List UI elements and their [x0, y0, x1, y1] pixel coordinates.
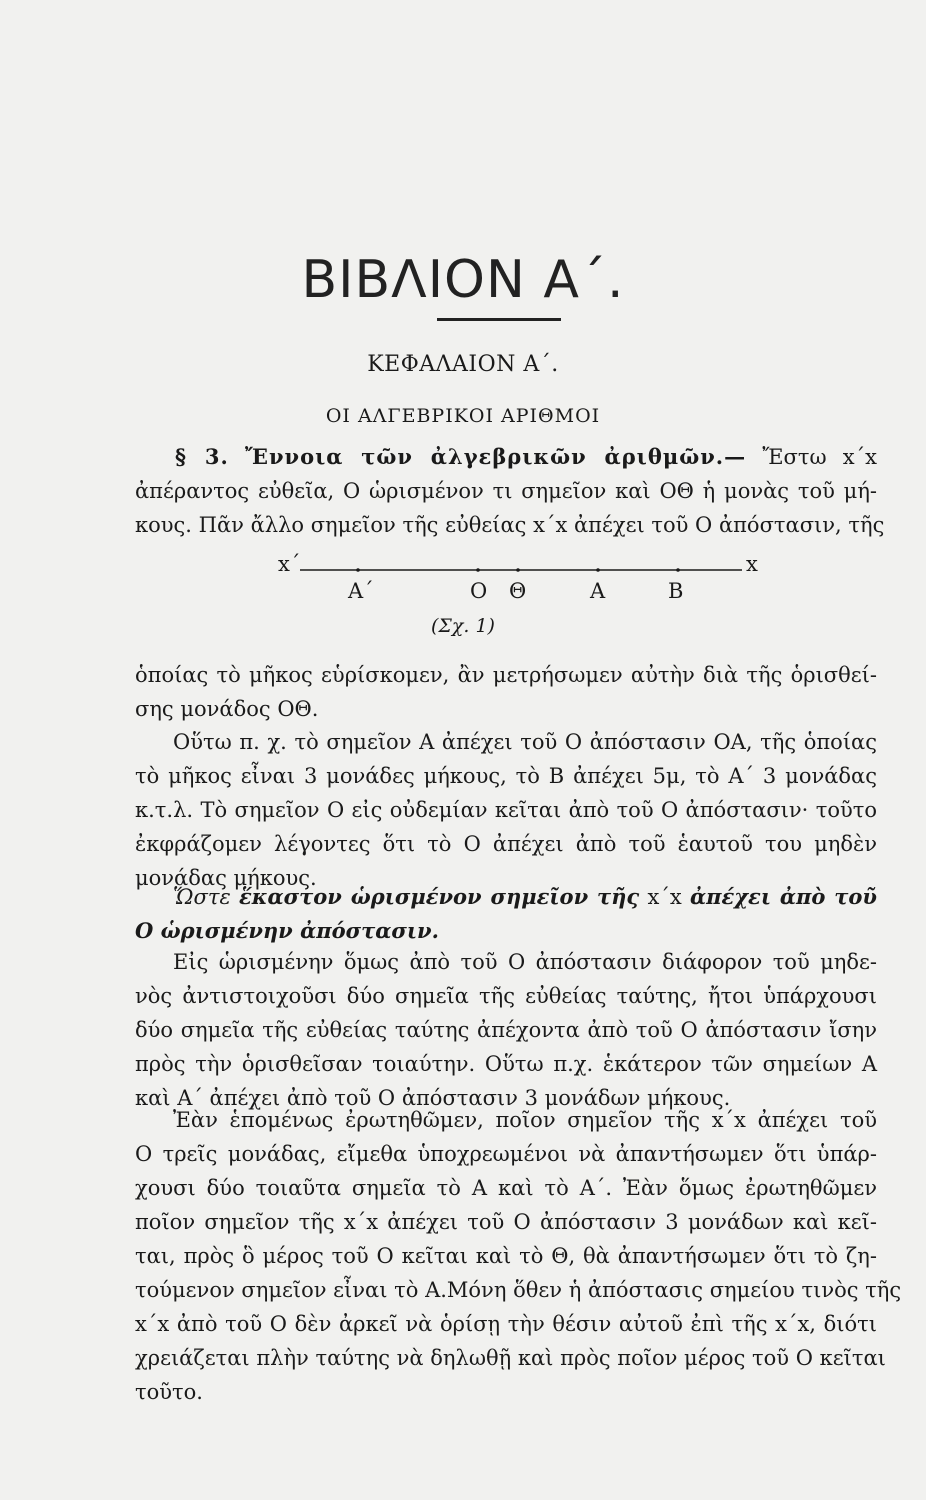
text-line: σης μονάδος ΟΘ. [135, 697, 319, 721]
text-line: Ο ὡρισμένην ἀπόστασιν. [135, 918, 439, 943]
paragraph [135, 945, 877, 1115]
point-mark [356, 568, 360, 572]
text-line: ποῖον σημεῖον τῆς x΄x ἀπέχει τοῦ Ο ἀπόστασιν 3 μονάδων καὶ κεῖ- [135, 1210, 877, 1234]
point-mark [516, 568, 520, 572]
text-run: Ὥστε [173, 885, 231, 909]
text-line: Εἰς ὡρισμένην ὅμως ἀπὸ τοῦ Ο ἀπόστασιν διάφορον τοῦ μηδε- [173, 950, 877, 974]
point-label: Α΄ [348, 579, 374, 603]
paragraph [135, 880, 877, 948]
line-left-end: x΄ [278, 552, 301, 576]
text-line: δύο σημεῖα τῆς εὐθείας ταύτης ἀπέχοντα ἀπὸ τοῦ Ο ἀπόστασιν ἴσην [135, 1018, 877, 1042]
paragraph [135, 725, 877, 895]
figure-caption: (Σχ. 1) [431, 615, 495, 637]
text-line: κ.τ.λ. Τὸ σημεῖον Ο εἰς οὐδεμίαν κεῖται ἀπὸ τοῦ Ο ἀπόστασιν· τοῦτο [135, 798, 877, 822]
section-line: Ἔστω x΄x [762, 445, 877, 469]
text-line: Ο τρεῖς μονάδας, εἴμεθα ὑποχρεωμένοι νὰ ἀπαντήσωμεν ὅτι ὑπάρ- [135, 1142, 877, 1166]
text-line: x΄x ἀπὸ τοῦ Ο δὲν ἀρκεῖ νὰ ὁρίσῃ τὴν θέσιν αὐτοῦ ἐπὶ τῆς x΄x, διότι [135, 1312, 877, 1336]
section-line: κους. Πᾶν ἄλλο σημεῖον τῆς εὐθείας x΄x ἀπέχει τοῦ Ο ἀπόστασιν, τῆς [135, 513, 885, 537]
text-line: ται, πρὸς ὃ μέρος τοῦ Ο κεῖται καὶ τὸ Θ, θὰ ἀπαντήσωμεν ὅτι τὸ ζη- [135, 1244, 877, 1268]
text-line: Ἐὰν ἑπομένως ἐρωτηθῶμεν, ποῖον σημεῖον τῆς x΄x ἀπέχει τοῦ [173, 1108, 877, 1132]
text-line: νὸς ἀντιστοιχοῦσι δύο σημεῖα τῆς εὐθείας ταύτης, ἤτοι ὑπάρχουσι [135, 984, 877, 1008]
section-line: ἀπέραντος εὐθεῖα, Ο ὡρισμένον τι σημεῖον καὶ ΟΘ ἡ μονὰς τοῦ μή- [135, 479, 877, 503]
chapter-subtitle: ΟΙ ΑΛΓΕΒΡΙΚΟΙ ΑΡΙΘΜΟΙ [325, 405, 601, 427]
section-number: § 3. [175, 444, 229, 469]
text-line: τὸ μῆκος εἶναι 3 μονάδες μήκους, τὸ Β ἀπέχει 5μ, τὸ Α΄ 3 μονάδας [135, 764, 877, 788]
paragraph [135, 658, 877, 726]
paragraph [135, 1103, 902, 1409]
point-label: Β [668, 579, 684, 603]
text-line: ὁποίας τὸ μῆκος εὑρίσκομεν, ἂν μετρήσωμεν αὐτὴν διὰ τῆς ὁρισθεί- [135, 663, 877, 687]
section-intro [135, 440, 885, 542]
section-heading: Ἔννοια τῶν ἀλγεβρικῶν ἀριθμῶν.— [244, 444, 747, 469]
text-line: τοῦτο. [135, 1380, 203, 1404]
point-label: Θ [509, 579, 527, 603]
text-line: πρὸς τὴν ὁρισθεῖσαν τοιαύτην. Οὕτω π.χ. ἑκάτερον τῶν σημείων Α [135, 1052, 877, 1076]
section-intro-line [135, 440, 877, 474]
point-mark [676, 568, 680, 572]
text-run: ἕκαστον ὡρισμένον σημεῖον τῆς [238, 884, 640, 909]
text-run: ἀπέχει ἀπὸ τοῦ [689, 884, 877, 909]
point-label: Ο [470, 579, 488, 603]
point-mark [476, 568, 480, 572]
book-title: ΒΙΒΛΙΟΝ Α΄. [301, 250, 625, 310]
text-run: x΄x [647, 885, 682, 909]
text-line: χρειάζεται πλὴν ταύτης νὰ δηλωθῇ καὶ πρὸς ποῖον μέρος τοῦ Ο κεῖται [135, 1346, 886, 1370]
point-mark [596, 568, 600, 572]
chapter-heading: ΚΕΦΑΛΑΙΟΝ Α΄. [367, 352, 559, 377]
text-line: ἐκφράζομεν λέγοντες ὅτι τὸ Ο ἀπέχει ἀπὸ τοῦ ἑαυτοῦ του μηδὲν [135, 832, 877, 856]
text-line: καὶ Α΄ ἀπέχει ἀπὸ τοῦ Ο ἀπόστασιν 3 μονάδων μήκους. [135, 1086, 731, 1110]
title-rule [437, 318, 561, 321]
text-line [135, 880, 877, 914]
text-line: Οὕτω π. χ. τὸ σημεῖον Α ἀπέχει τοῦ Ο ἀπόστασιν ΟΑ, τῆς ὁποίας [173, 730, 877, 754]
text-line: τούμενον σημεῖον εἶναι τὸ Α.Μόνη ὅθεν ἡ ἀπόστασις σημείου τινὸς τῆς [135, 1278, 902, 1302]
point-label: Α [590, 579, 606, 603]
text-line: χουσι δύο τοιαῦτα σημεῖα τὸ Α καὶ τὸ Α΄. Ἐὰν ὅμως ἐρωτηθῶμεν [135, 1176, 877, 1200]
text-line: μονάδας μήκους. [135, 866, 317, 890]
line-right-end: x [746, 552, 758, 576]
